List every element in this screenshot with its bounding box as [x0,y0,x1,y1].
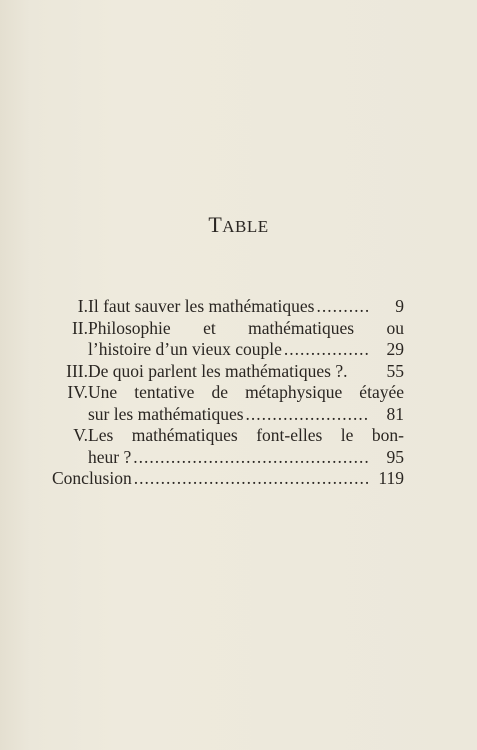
toc-page-number: 95 [386,446,404,467]
table-of-contents [52,296,404,490]
toc-entry-5-continued [52,447,404,469]
toc-entry-title: Conclusion [52,468,132,488]
toc-entry-3 [52,361,404,383]
toc-page-number: 9 [395,296,404,316]
toc-entry-title-line: sur les mathématiques [88,403,244,424]
dot-leader [133,447,368,469]
toc-entry-4-continued [52,404,404,426]
toc-entry-number: III. [66,360,88,381]
toc-page-number: 29 [386,339,404,359]
dot-leader [316,296,368,318]
toc-entry-number: V. [73,425,88,445]
page-title [0,212,477,238]
toc-entry-number: IV. [67,382,88,402]
title-initial: T [208,212,223,237]
toc-page-number: 55 [386,360,404,381]
toc-entry-number: II. [71,317,88,338]
toc-entry-title-line: Philosophie et mathématiques ou [88,317,404,338]
toc-entry-title-line: Les mathématiques font-elles le bon- [88,425,404,445]
dot-leader [246,404,368,426]
toc-entry-title: Il faut sauver les mathématiques [88,296,315,316]
toc-entry-5 [52,425,404,447]
toc-page-number: 119 [378,468,404,488]
dot-leader [284,339,368,361]
toc-page-number: 81 [386,403,404,424]
toc-entry-title: De quoi parlent les mathématiques ?. [88,360,348,381]
toc-entry-conclusion [52,468,404,490]
toc-entry-number: I. [77,296,88,316]
toc-entry-title-line: heur ? [88,446,132,467]
toc-entry-title-line: Une tentative de métaphysique étayée [88,382,404,402]
dot-leader [134,468,368,490]
toc-entry-2-continued [52,339,404,361]
toc-entry-1 [52,296,404,318]
title-rest: ABLE [222,217,269,236]
toc-entry-title-line: l’histoire d’un vieux couple [88,339,282,359]
toc-entry-4 [52,382,404,404]
toc-entry-2 [52,318,404,340]
